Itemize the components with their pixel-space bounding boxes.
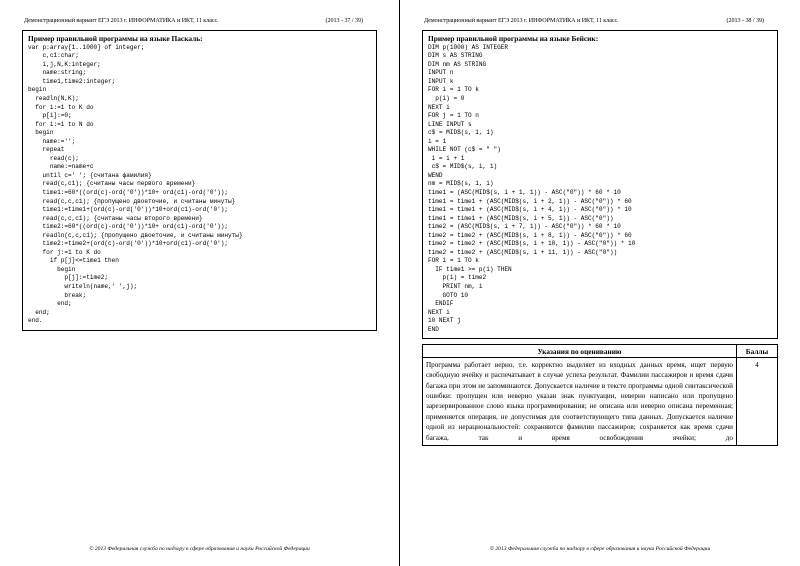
pascal-code-lines [28,44,372,326]
code-line: read(c,c,c1); {считаны часы второго времени} [28,214,203,222]
code-line: INPUT n [428,69,454,77]
pascal-code-title: Пример правильной программы на языке Паскаль: [28,34,203,43]
code-line: LINE INPUT s [428,120,472,128]
code-line: time2 = (ASC(MID$(s, i + 7, 1)) - ASC("0")) * 60 * 10 [428,223,621,231]
code-line: break; [28,291,87,299]
code-line: p(i) = 0 [428,94,465,102]
code-line: 10 NEXT j [428,317,461,325]
grading-criteria-text: Программа работает верно, т.е. корректно выделяет из входных данных время, ищет первую свободную ячейку и распечатывает в случае успеха результат. Фамилии пассажиров и время сдачи багажа при этом не запоминаются. Допускается наличие в тексте программы одной синтаксической ошибки: пропущен или неверно указан знак пунктуации, неверно написано или пропущено зарезервированное слово языка программирования; не описана или неверно описана переменная; применяется операция, не допустимая для соответствующего типа данных. Допускается наличие одной из нерациональностей: сохраняются фамилии пассажиров; сохраняется как время сдачи багажа, так и время освобождения ячейки; до [426,360,733,442]
code-line: nm = MID$(s, 1, i) [428,180,494,188]
code-line: time1:=time1+(ord(c)-ord('0'))*10+ord(c1)-ord('0'); [28,206,229,214]
grading-score-header: Баллы [737,345,778,358]
code-line: GOTO 10 [428,291,469,299]
code-line: time2 = time2 + (ASC(MID$(s, i + 10, 1)) - ASC("0")) * 10 [428,240,636,248]
code-line: name:=name+c [28,163,94,171]
code-line: NEXT i [428,103,450,111]
code-line: time1 = time1 + (ASC(MID$(s, i + 5, 1)) - ASC("0")) [428,214,614,222]
code-line: name:string; [28,69,87,77]
page-right [400,0,800,566]
page-left-header [22,18,377,24]
code-line: i = i + 1 [428,154,465,162]
code-line: c$ = MID$(s, i, 1) [428,163,498,171]
page-left-footer: © 2013 Федеральная служба по надзору в сфере образования и науки Российской Федерации [89,546,310,552]
code-line: i,j,N,K:integer; [28,60,101,68]
code-line: p[i]:=0; [28,112,72,120]
basic-code-lines [428,44,773,335]
page-right-footer: © 2013 Федеральная служба по надзору в сфере образования и науки Российской Федерации [489,546,711,552]
header-title: Демонстрационный вариант ЕГЭ 2013 г. ИНФОРМАТИКА и ИКТ, 11 класс. [24,18,219,24]
grading-criteria-cell [423,358,737,446]
code-line: for j:=1 to K do [28,248,101,256]
grading-criteria-header: Указания по оцениванию [423,345,737,358]
code-line: read(c,c,c1); {пропущено двоеточие, и считаны минуты} [28,197,236,205]
code-line: DIM s AS STRING [428,52,483,60]
code-line: i = 1 [428,137,447,145]
code-line: read(c,c1); {считаны часы первого времени} [28,180,196,188]
code-line: DIM p(1000) AS INTEGER [428,43,509,51]
code-line: c,c1:char; [28,52,79,60]
header-page-number: (2013 - 37 / 39) [325,18,363,24]
code-line: begin [28,86,47,94]
code-line: time1 = (ASC(MID$(s, i + 1, 1)) - ASC("0")) * 60 * 10 [428,189,621,196]
code-line: name:=''; [28,137,76,145]
header-page-number: (2013 - 38 / 39) [726,18,764,24]
table-row [423,358,778,446]
code-line: until c=' '; {считана фамилия} [28,171,152,179]
code-line: end. [28,317,43,325]
code-line: time1:=60*((ord(c)-ord('0'))*10+ ord(c1)-ord('0')); [28,189,229,196]
page-left-content [22,18,377,552]
code-line: time1,time2:integer; [28,77,116,85]
code-line: IF time1 >= p(i) THEN [428,265,512,273]
code-line: time1 = time1 + (ASC(MID$(s, i + 4, 1)) - ASC("0")) * 10 [428,206,632,214]
code-line: begin [28,129,54,137]
code-line: writeln(name,' ',j); [28,283,138,291]
code-line: for i:=1 to N do [28,120,94,128]
code-line: for i:=1 to K do [28,103,94,111]
code-line: WEND [428,171,443,179]
code-line: var p:array[1..1000] of integer; [28,43,145,51]
grading-table-header-row [423,345,778,358]
code-line: time1 = time1 + (ASC(MID$(s, i + 2, 1)) - ASC("0")) * 60 [428,197,632,205]
code-line: END [428,325,439,333]
grading-table [422,344,778,446]
basic-code-box [422,30,778,339]
code-line: read(c); [28,154,79,162]
code-line: WHILE NOT (c$ = " ") [428,146,501,154]
code-line: readln(N,K); [28,94,79,102]
code-line: NEXT i [428,308,450,316]
code-line: c$ = MID$(s, 1, 1) [428,129,494,137]
code-line: end; [28,308,50,316]
code-line: p(i) = time2 [428,274,487,282]
basic-code-title: Пример правильной программы на языке Бейсик: [428,34,599,43]
code-line: FOR i = 1 TO k [428,257,479,265]
grading-table-body [423,358,778,446]
code-line: FOR j = 1 TO n [428,112,479,120]
code-line: PRINT nm, i [428,283,483,291]
page-right-content [422,18,778,552]
code-line: ENDIF [428,300,454,308]
code-line: time2 = time2 + (ASC(MID$(s, i + 11, 1)) - ASC("0")) [428,248,618,256]
code-line: time2:=60*((ord(c)-ord('0'))*10+ ord(c1)-ord('0')); [28,223,229,231]
code-line: p[j]:=time2; [28,274,109,282]
code-line: FOR i = 1 TO k [428,86,479,94]
code-line: if p[j]<=time1 then [28,257,119,265]
header-title: Демонстрационный вариант ЕГЭ 2013 г. ИНФОРМАТИКА и ИКТ, 11 класс. [424,18,619,24]
page-right-header [422,18,778,24]
code-line: end; [28,300,72,308]
code-line: readln(c,c,c1); {пропущено двоеточие, и считаны минуты} [28,231,243,239]
grading-table-head [423,345,778,358]
code-line: repeat [28,146,65,154]
code-line: time2:=time2+(ord(c)-ord('0'))*10+ord(c1)-ord('0'); [28,240,229,248]
code-line: INPUT k [428,77,454,85]
pascal-code-box [22,30,377,331]
grading-score-cell: 4 [737,358,778,446]
code-line: DIM nm AS STRING [428,60,487,68]
code-line: time2 = time2 + (ASC(MID$(s, i + 8, 1)) - ASC("0")) * 60 [428,231,632,239]
code-line: begin [28,265,76,273]
